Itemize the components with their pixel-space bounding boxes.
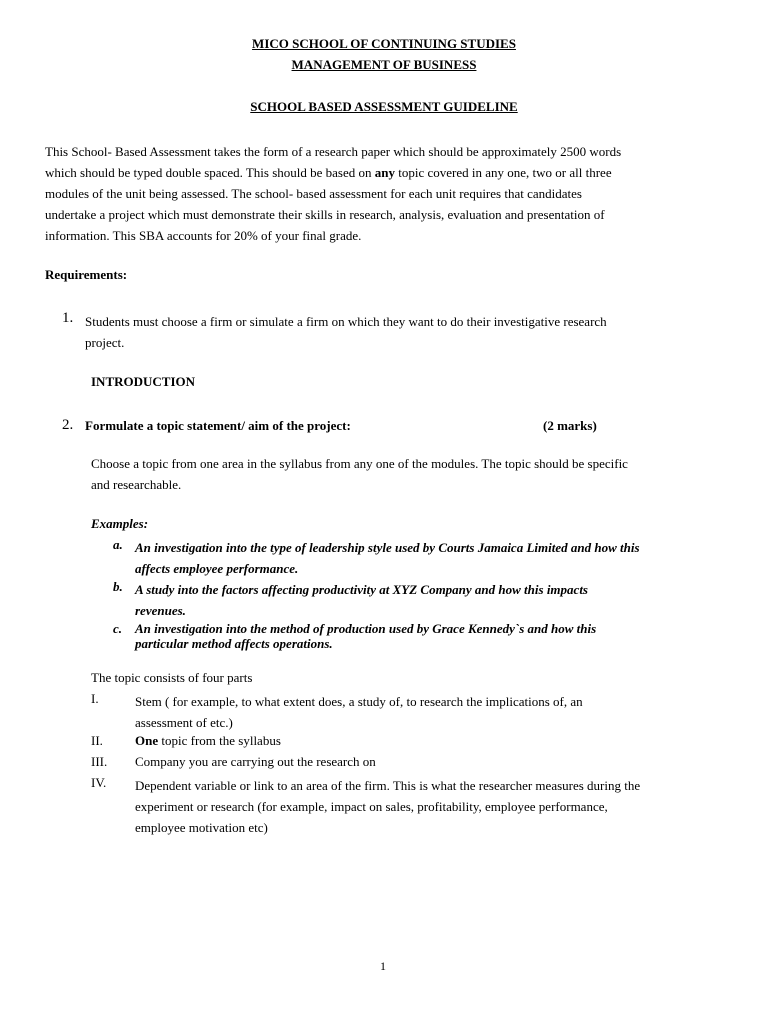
doc-subtitle: MANAGEMENT OF BUSINESS xyxy=(291,57,477,72)
item2-line: and researchable. xyxy=(91,477,182,492)
item2-title: Formulate a topic statement/ aim of the project: xyxy=(85,418,351,433)
intro-line: modules of the unit being assessed. The school- based assessment for each unit requires that candidates xyxy=(45,186,582,201)
roman-label: IV. xyxy=(91,775,107,790)
intro-line: undertake a project which must demonstrate their skills in research, analysis, evaluation and presentation of xyxy=(45,207,605,222)
intro-line xyxy=(45,162,621,183)
example-line: particular method affects operations. xyxy=(135,636,333,651)
topic-part-line: experiment or research (for example, impact on sales, profitability, employee performance, xyxy=(135,799,608,814)
item1-line: Students must choose a firm or simulate a firm on which they want to do their investigative research xyxy=(85,314,607,329)
intro-emphasis: any xyxy=(374,165,395,180)
item2-description xyxy=(91,453,628,495)
item1-text xyxy=(85,311,607,353)
roman-label: II. xyxy=(91,733,103,748)
example-label: c. xyxy=(113,621,123,636)
topic-part-line: Stem ( for example, to what extent does, a study of, to research the implications of, an xyxy=(135,694,583,709)
example-c xyxy=(135,621,596,651)
intro-line: This School- Based Assessment takes the form of a research paper which should be approximately 2500 words xyxy=(45,144,622,159)
topic-part-emphasis: One xyxy=(135,733,159,748)
intro-line: information. This SBA accounts for 20% of your final grade. xyxy=(45,228,362,243)
item-number: 1. xyxy=(62,310,74,326)
example-a xyxy=(135,537,640,579)
introduction-heading: INTRODUCTION xyxy=(91,374,196,389)
doc-heading: SCHOOL BASED ASSESSMENT GUIDELINE xyxy=(250,99,518,114)
example-b xyxy=(135,579,588,621)
topic-part-iii: Company you are carrying out the research on xyxy=(135,754,376,769)
roman-label: III. xyxy=(91,754,108,769)
item2-line: Choose a topic from one area in the syllabus from any one of the modules. The topic should be specific xyxy=(91,456,628,471)
topic-parts-intro: The topic consists of four parts xyxy=(91,670,253,685)
topic-part-line: employee motivation etc) xyxy=(135,820,268,835)
item-number: 2. xyxy=(62,417,74,433)
doc-title: MICO SCHOOL OF CONTINUING STUDIES xyxy=(252,36,516,51)
page-number: 1 xyxy=(380,959,386,973)
example-label: a. xyxy=(113,537,123,552)
roman-label: I. xyxy=(91,691,99,706)
examples-heading: Examples: xyxy=(91,516,149,531)
intro-text: which should be typed double spaced. This should be based on xyxy=(45,165,375,180)
topic-part-line: assessment of etc.) xyxy=(135,715,233,730)
example-line: revenues. xyxy=(135,603,186,618)
item1-line: project. xyxy=(85,335,125,350)
topic-part-text: topic from the syllabus xyxy=(158,733,281,748)
requirements-heading: Requirements: xyxy=(45,267,128,282)
topic-part-line: Dependent variable or link to an area of the firm. This is what the researcher measures during the xyxy=(135,778,641,793)
item2-marks: (2 marks) xyxy=(543,418,597,433)
topic-part-i xyxy=(135,691,583,733)
example-line: An investigation into the type of leadership style used by Courts Jamaica Limited and how this xyxy=(135,540,640,555)
example-line: An investigation into the method of production used by Grace Kennedy`s and how this xyxy=(135,621,597,636)
topic-part-ii xyxy=(135,733,281,749)
topic-part-iv xyxy=(135,775,640,838)
intro-text: topic covered in any one, two or all three xyxy=(395,165,612,180)
example-label: b. xyxy=(113,579,123,594)
intro-paragraph xyxy=(45,141,621,246)
example-line: A study into the factors affecting productivity at XYZ Company and how this impacts xyxy=(135,582,588,597)
example-line: affects employee performance. xyxy=(135,561,299,576)
